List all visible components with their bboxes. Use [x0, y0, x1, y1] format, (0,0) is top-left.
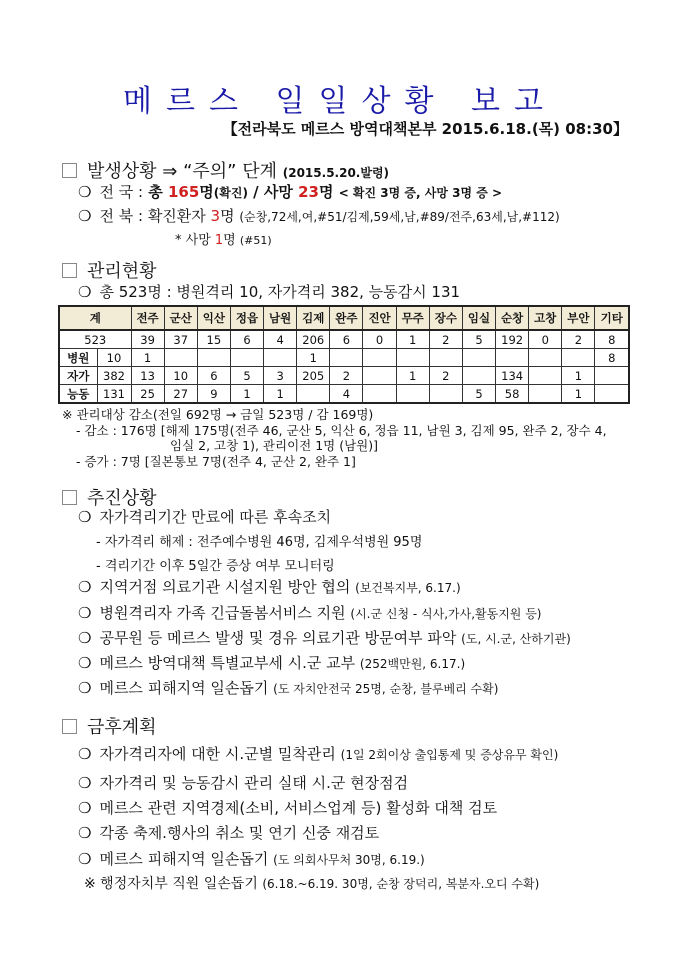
jeonbuk-death	[175, 229, 272, 248]
text: 확진환자	[147, 207, 211, 225]
table-cell: 순창	[496, 306, 529, 330]
table-cell	[562, 349, 595, 367]
table-cell	[595, 367, 629, 385]
table-cell: 임실	[462, 306, 495, 330]
circle-bullet-icon: ❍	[78, 774, 92, 792]
circle-bullet-icon: ❍	[78, 508, 92, 526]
item-text: 메르스 피해지역 일손돕기	[99, 850, 269, 868]
list-item	[78, 848, 425, 869]
circle-bullet-icon: ❍	[78, 824, 92, 842]
item-text: 메르스 방역대책 특별교부세 시.군 교부	[99, 654, 356, 672]
table-cell	[529, 349, 562, 367]
item-note: (도, 시.군, 산하기관)	[461, 632, 571, 646]
section-heading-outbreak	[62, 157, 389, 183]
table-cell: 37	[164, 330, 197, 349]
checkbox-square-icon	[62, 263, 77, 278]
table-cell	[595, 385, 629, 404]
table-cell: 부안	[562, 306, 595, 330]
sub-item: - 자가격리 해제 : 전주예수병원 46명, 김제우석병원 95명	[96, 535, 423, 550]
circle-bullet-icon: ❍	[78, 283, 92, 301]
circle-bullet-icon: ❍	[78, 604, 92, 622]
table-cell: 완주	[330, 306, 363, 330]
item-text: 지역거점 의료기관 시설지원 방안 협의	[99, 578, 351, 596]
list-item	[78, 743, 558, 764]
management-table	[58, 305, 630, 404]
heading-text: 추진상황	[87, 488, 157, 509]
label: 전 북 :	[99, 207, 144, 225]
item-note: (보건복지부, 6.17.)	[355, 581, 461, 595]
table-cell	[529, 367, 562, 385]
table-cell: 523	[59, 330, 131, 349]
table-cell	[396, 349, 429, 367]
document-subtitle: 【전라북도 메르스 방역대책본부 2015.6.18.(목) 08:30】	[222, 120, 628, 138]
table-cell: 1	[264, 385, 297, 404]
text: (#51)	[239, 234, 272, 247]
list-item	[78, 822, 379, 843]
table-cell: 8	[595, 349, 629, 367]
table-cell: 기타	[595, 306, 629, 330]
table-cell: 27	[164, 385, 197, 404]
table-cell: 6	[197, 367, 230, 385]
circle-bullet-icon: ❍	[78, 207, 92, 225]
table-row	[59, 385, 629, 404]
table-cell: 5	[462, 385, 495, 404]
list-item	[78, 652, 465, 673]
table-cell: 15	[197, 330, 230, 349]
list-item	[78, 576, 461, 597]
table-cell: 1	[297, 349, 330, 367]
table-cell	[363, 349, 396, 367]
table-cell: 군산	[164, 306, 197, 330]
table-cell: 134	[496, 367, 529, 385]
item-text: 메르스 관련 지역경제(소비, 서비스업계 등) 활성화 대책 검토	[99, 799, 498, 817]
table-cell	[429, 385, 462, 404]
heading-text: 발생상황 ⇒ “주의” 단계	[87, 161, 278, 182]
table-cell	[297, 385, 330, 404]
table-cell: 3	[264, 367, 297, 385]
table-cell: 6	[330, 330, 363, 349]
list-item	[78, 506, 331, 527]
table-cell: 206	[297, 330, 330, 349]
heading-text: 금후계획	[87, 717, 157, 738]
table-cell	[462, 367, 495, 385]
circle-bullet-icon: ❍	[78, 578, 92, 596]
table-cell: 8	[595, 330, 629, 349]
table-cell	[396, 385, 429, 404]
table-header-row	[59, 306, 629, 330]
table-cell: 6	[230, 330, 263, 349]
table-cell: 0	[529, 330, 562, 349]
checkbox-square-icon	[62, 490, 77, 505]
table-cell	[164, 349, 197, 367]
table-cell	[330, 349, 363, 367]
circle-bullet-icon: ❍	[78, 183, 92, 201]
table-cell: 1	[131, 349, 164, 367]
table-cell: 남원	[264, 306, 297, 330]
list-item	[78, 677, 498, 698]
section-heading-management	[62, 257, 157, 283]
circle-bullet-icon: ❍	[78, 745, 92, 763]
text: (6.18.~6.19. 30명, 순창 장덕리, 복분자.오디 수확)	[262, 877, 540, 891]
item-note: (도 의회사무처 30명, 6.19.)	[273, 853, 425, 867]
table-cell: 205	[297, 367, 330, 385]
table-cell: 2	[330, 367, 363, 385]
text: 명	[223, 233, 236, 248]
table-cell: 4	[330, 385, 363, 404]
table-cell: 9	[197, 385, 230, 404]
table-cell	[230, 349, 263, 367]
text: 명	[318, 183, 334, 201]
table-cell: 58	[496, 385, 529, 404]
note-line: 임실 2, 고창 1), 관리이전 1명 (남원)]	[170, 438, 378, 453]
table-cell: 1	[230, 385, 263, 404]
table-row	[59, 349, 629, 367]
text: / 사망	[247, 183, 299, 201]
national-status	[78, 181, 502, 202]
text: ※ 행정자치부 직원 일손돕기	[84, 876, 258, 892]
table-cell: 5	[230, 367, 263, 385]
table-cell: 25	[131, 385, 164, 404]
table-cell: 10	[164, 367, 197, 385]
text: 명	[220, 207, 235, 225]
table-cell	[496, 349, 529, 367]
table-cell: 김제	[297, 306, 330, 330]
table-cell	[363, 367, 396, 385]
item-note: (252백만원, 6.17.)	[359, 657, 466, 671]
table-cell: 2	[562, 330, 595, 349]
table-row-total	[59, 330, 629, 349]
plan-footnote	[84, 873, 539, 893]
text: * 사망	[175, 233, 215, 248]
table-cell	[363, 385, 396, 404]
heading-text: 관리현황	[87, 261, 157, 282]
patient-detail: (순창,72세,여,#51/김제,59세,남,#89/전주,63세,남,#112)	[239, 210, 560, 224]
text: 총	[148, 183, 168, 201]
circle-bullet-icon: ❍	[78, 654, 92, 672]
table-cell: 2	[429, 330, 462, 349]
section-heading-plan	[62, 713, 157, 739]
table-cell	[429, 349, 462, 367]
table-cell: 5	[462, 330, 495, 349]
table-cell: 39	[131, 330, 164, 349]
item-note: (시.군 신청 - 식사,가사,활동지원 등)	[350, 607, 542, 621]
table-cell: 무주	[396, 306, 429, 330]
table-cell	[462, 349, 495, 367]
label: 전 국 :	[99, 183, 144, 201]
circle-bullet-icon: ❍	[78, 629, 92, 647]
confirmed-count: 165	[167, 183, 200, 201]
table-cell: 자가	[59, 367, 97, 385]
table-cell: 익산	[197, 306, 230, 330]
jeonbuk-status	[78, 205, 560, 226]
item-text: 공무원 등 메르스 발생 및 경유 의료기관 방문여부 파악	[99, 629, 457, 647]
table-cell: 13	[131, 367, 164, 385]
table-cell: 진안	[363, 306, 396, 330]
change-note: < 확진 3명 증, 사망 3명 증 >	[338, 186, 503, 200]
confirmed-count: 3	[210, 207, 221, 225]
table-cell: 382	[97, 367, 131, 385]
list-item	[78, 602, 541, 623]
table-cell	[197, 349, 230, 367]
table-cell: 병원	[59, 349, 97, 367]
table-cell: 전주	[131, 306, 164, 330]
table-cell: 계	[59, 306, 131, 330]
checkbox-square-icon	[62, 719, 77, 734]
death-count: 1	[214, 233, 224, 248]
circle-bullet-icon: ❍	[78, 799, 92, 817]
list-item	[78, 797, 497, 818]
item-text: 각종 축제.행사의 취소 및 연기 신중 재검토	[99, 824, 380, 842]
table-cell: 능동	[59, 385, 97, 404]
table-cell: 장수	[429, 306, 462, 330]
table-cell	[264, 349, 297, 367]
item-text: 자가격리자에 대한 시.군별 밀착관리	[99, 745, 336, 763]
checkbox-square-icon	[62, 163, 77, 178]
list-item	[78, 772, 408, 793]
table-cell: 1	[396, 330, 429, 349]
table-cell: 1	[562, 367, 595, 385]
item-text: 자가격리기간 만료에 따른 후속조치	[99, 508, 332, 526]
management-summary	[78, 281, 460, 302]
circle-bullet-icon: ❍	[78, 679, 92, 697]
note-line: - 증가 : 7명 [질본통보 7명(전주 4, 군산 2, 완주 1]	[76, 454, 356, 469]
table-cell: 1	[396, 367, 429, 385]
note-line: - 감소 : 176명 [해제 175명(전주 46, 군산 5, 익산 6, 정읍 11, 남원 3, 김제 95, 완주 2, 장수 4,	[76, 423, 607, 438]
item-text: 자가격리 및 능동감시 관리 실태 시.군 현장점검	[99, 774, 409, 792]
list-item	[78, 627, 571, 648]
table-cell: 192	[496, 330, 529, 349]
item-text: 병원격리자 가족 긴급돌봄서비스 지원	[99, 604, 346, 622]
table-cell: 4	[264, 330, 297, 349]
item-note: (1일 2회이상 출입통제 및 증상유무 확인)	[340, 748, 559, 762]
item-text: 메르스 피해지역 일손돕기	[99, 679, 269, 697]
table-cell: 0	[363, 330, 396, 349]
text: (확진)	[213, 186, 248, 200]
table-cell: 2	[429, 367, 462, 385]
table-row	[59, 367, 629, 385]
text: 명	[199, 183, 214, 201]
table-cell: 131	[97, 385, 131, 404]
table-cell: 10	[97, 349, 131, 367]
table-cell: 정읍	[230, 306, 263, 330]
table-cell: 고창	[529, 306, 562, 330]
death-count: 23	[298, 183, 319, 201]
table-cell: 1	[562, 385, 595, 404]
document-title: 메르스 일일상황 보고	[123, 84, 557, 119]
text: 총 523명 : 병원격리 10, 자가격리 382, 능동감시 131	[99, 283, 461, 301]
heading-note: (2015.5.20.발령)	[282, 166, 390, 180]
table-cell	[529, 385, 562, 404]
circle-bullet-icon: ❍	[78, 850, 92, 868]
note-line: ※ 관리대상 감소(전일 692명 → 금일 523명 / 감 169명)	[62, 407, 374, 422]
sub-item: - 격리기간 이후 5일간 증상 여부 모니터링	[96, 559, 335, 574]
item-note: (도 자치안전국 25명, 순창, 블루베리 수확)	[273, 682, 499, 696]
